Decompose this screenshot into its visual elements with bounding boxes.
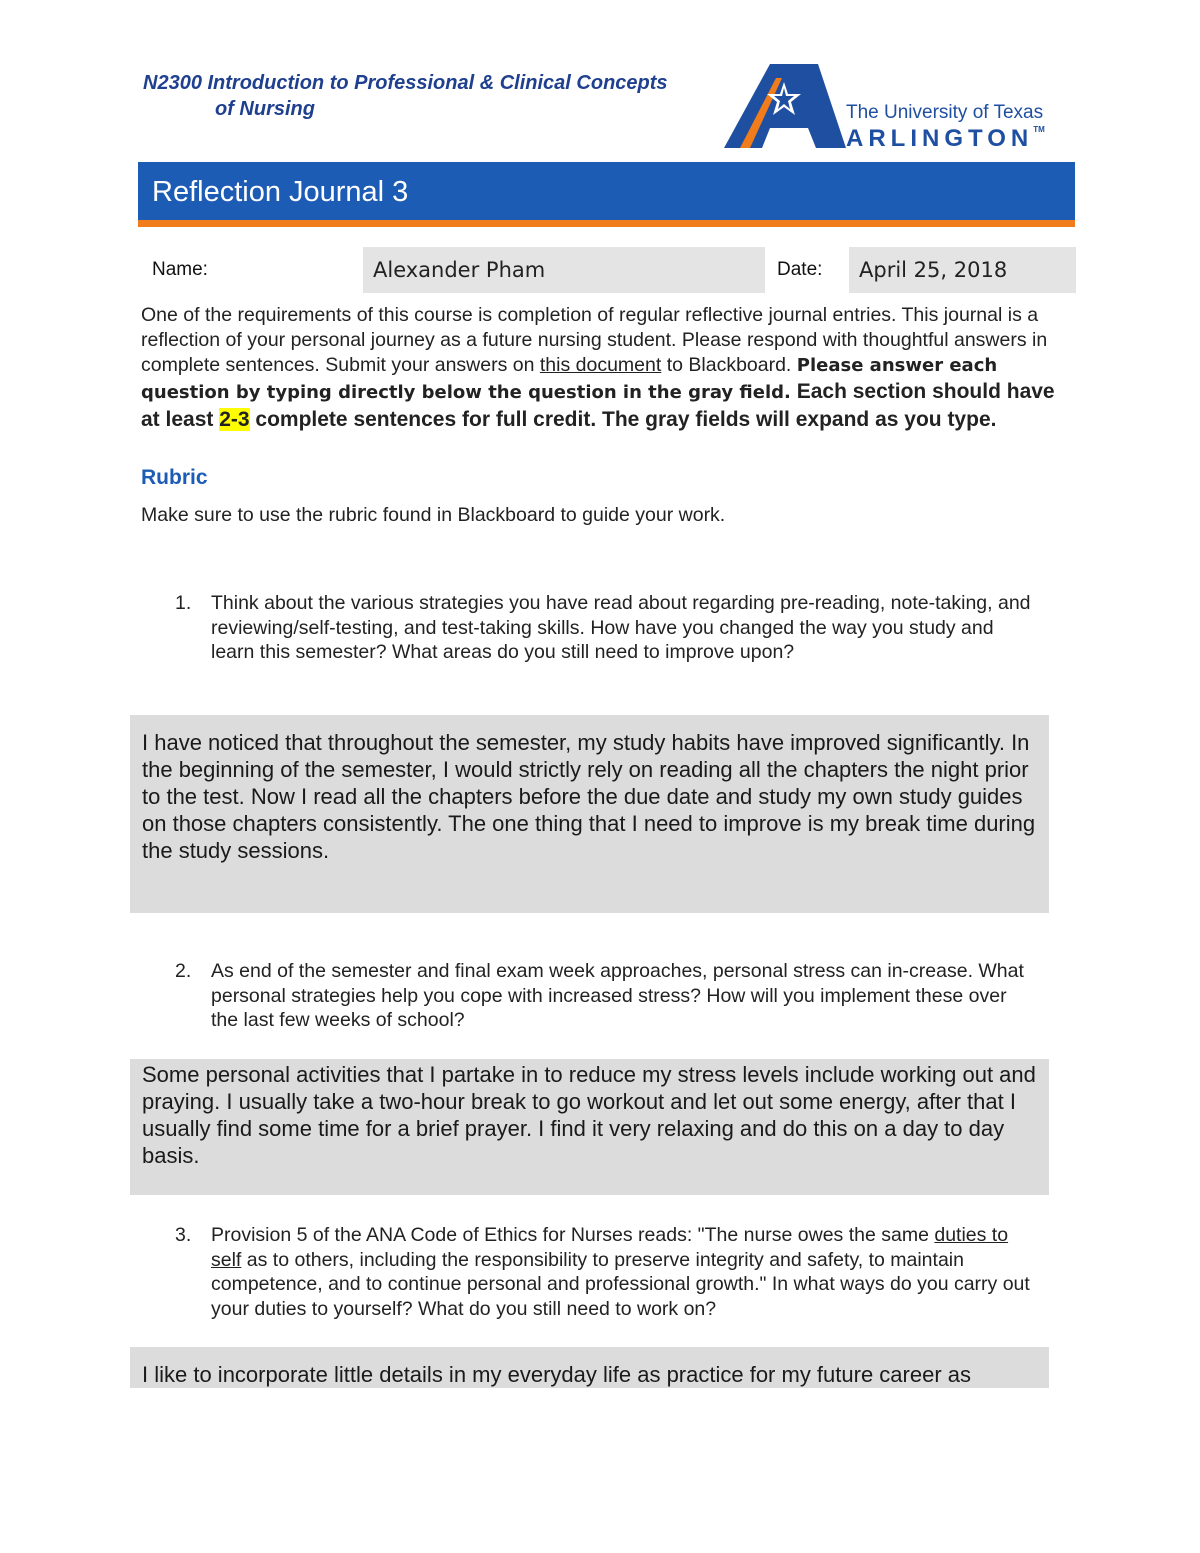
question-text: Think about the various strategies you have read about regarding pre-reading, note-taking, and reviewing/self-testing, and test-taking skills. How have you changed the way you study and learn this semester? What areas do you still need to improve upon?	[211, 592, 1031, 663]
logo-trademark: TM	[1033, 125, 1045, 134]
course-title-line1: N2300 Introduction to Professional & Clinical Concepts	[143, 72, 668, 94]
intro-text-1: One of the requirements of this course is completion of regular reflective journal entries. This journal is a reflection of your personal journey as a future nursing student. Please respond with thoughtful answers in complete sentences. Submit your answers on	[141, 304, 1048, 376]
question-3	[175, 1223, 1035, 1321]
rubric-heading: Rubric	[141, 466, 208, 489]
intro-text-2: to Blackboard.	[661, 354, 797, 376]
rubric-text: Make sure to use the rubric found in Blackboard to guide your work.	[141, 504, 726, 526]
intro-bold-instruction: Please answer each question by typing directly below the question in the gray field.	[141, 355, 998, 403]
question-number: 3.	[175, 1224, 192, 1246]
date-label: Date:	[777, 259, 823, 280]
course-title	[143, 70, 668, 122]
question-text-part-b: as to others, including the responsibility to preserve integrity and safety, to maintain competence, and to continue personal and professional growth." In what ways do you carry out your duties to yourself? What do you still need to work on?	[211, 1248, 1030, 1320]
duties-to-self-link[interactable]: duties to self	[211, 1224, 1009, 1271]
answer-field-3[interactable]: I like to incorporate little details in my everyday life as practice for my future career as	[130, 1347, 1049, 1388]
logo-arlington-text	[846, 125, 1045, 153]
course-title-line2: of Nursing	[215, 98, 315, 120]
question-2	[175, 959, 1035, 1033]
name-label: Name:	[152, 259, 208, 280]
question-1	[175, 591, 1035, 665]
date-field[interactable]: April 25, 2018	[849, 247, 1076, 293]
logo-university-text: The University of Texas	[846, 102, 1044, 123]
uta-a-star-icon	[722, 58, 852, 153]
question-text: As end of the semester and final exam week approaches, personal stress can in-crease. What personal strategies help you cope with increased stress? How will you implement these over the last few weeks of school?	[211, 960, 1024, 1031]
instructions-paragraph	[141, 303, 1076, 434]
page-title: Reflection Journal 3	[152, 176, 409, 208]
title-banner	[138, 162, 1075, 227]
question-text	[211, 1223, 1035, 1321]
question-number: 2.	[175, 960, 192, 982]
uta-logo	[722, 58, 1067, 153]
question-text-part-a: Provision 5 of the ANA Code of Ethics for Nurses reads: "The nurse owes the same	[211, 1224, 935, 1246]
intro-bold-requirement-a: Each section should have at least	[141, 380, 1055, 431]
highlighted-sentence-count: 2-3	[219, 408, 250, 431]
this-document-link[interactable]: this document	[539, 354, 662, 376]
answer-field-2[interactable]: Some personal activities that I partake in to reduce my stress levels include working out and praying. I usually take a two-hour break to go workout and let out some energy, after that I usually find some time for a brief prayer. I find it very relaxing and do this on a day to day basis.	[130, 1059, 1049, 1195]
logo-arlington-word: ARLINGTON	[846, 125, 1034, 152]
intro-bold-requirement-b: complete sentences for full credit. The gray fields will expand as you type.	[249, 408, 997, 431]
name-field[interactable]: Alexander Pham	[363, 247, 765, 293]
answer-field-1[interactable]: I have noticed that throughout the semester, my study habits have improved significantly. In the beginning of the semester, I would strictly rely on reading all the chapters the night prior to the test. Now I read all the chapters before the due date and study my own study guides on those chapters consistently. The one thing that I need to improve is my break time during the study sessions.	[130, 715, 1049, 913]
question-number: 1.	[175, 592, 192, 614]
